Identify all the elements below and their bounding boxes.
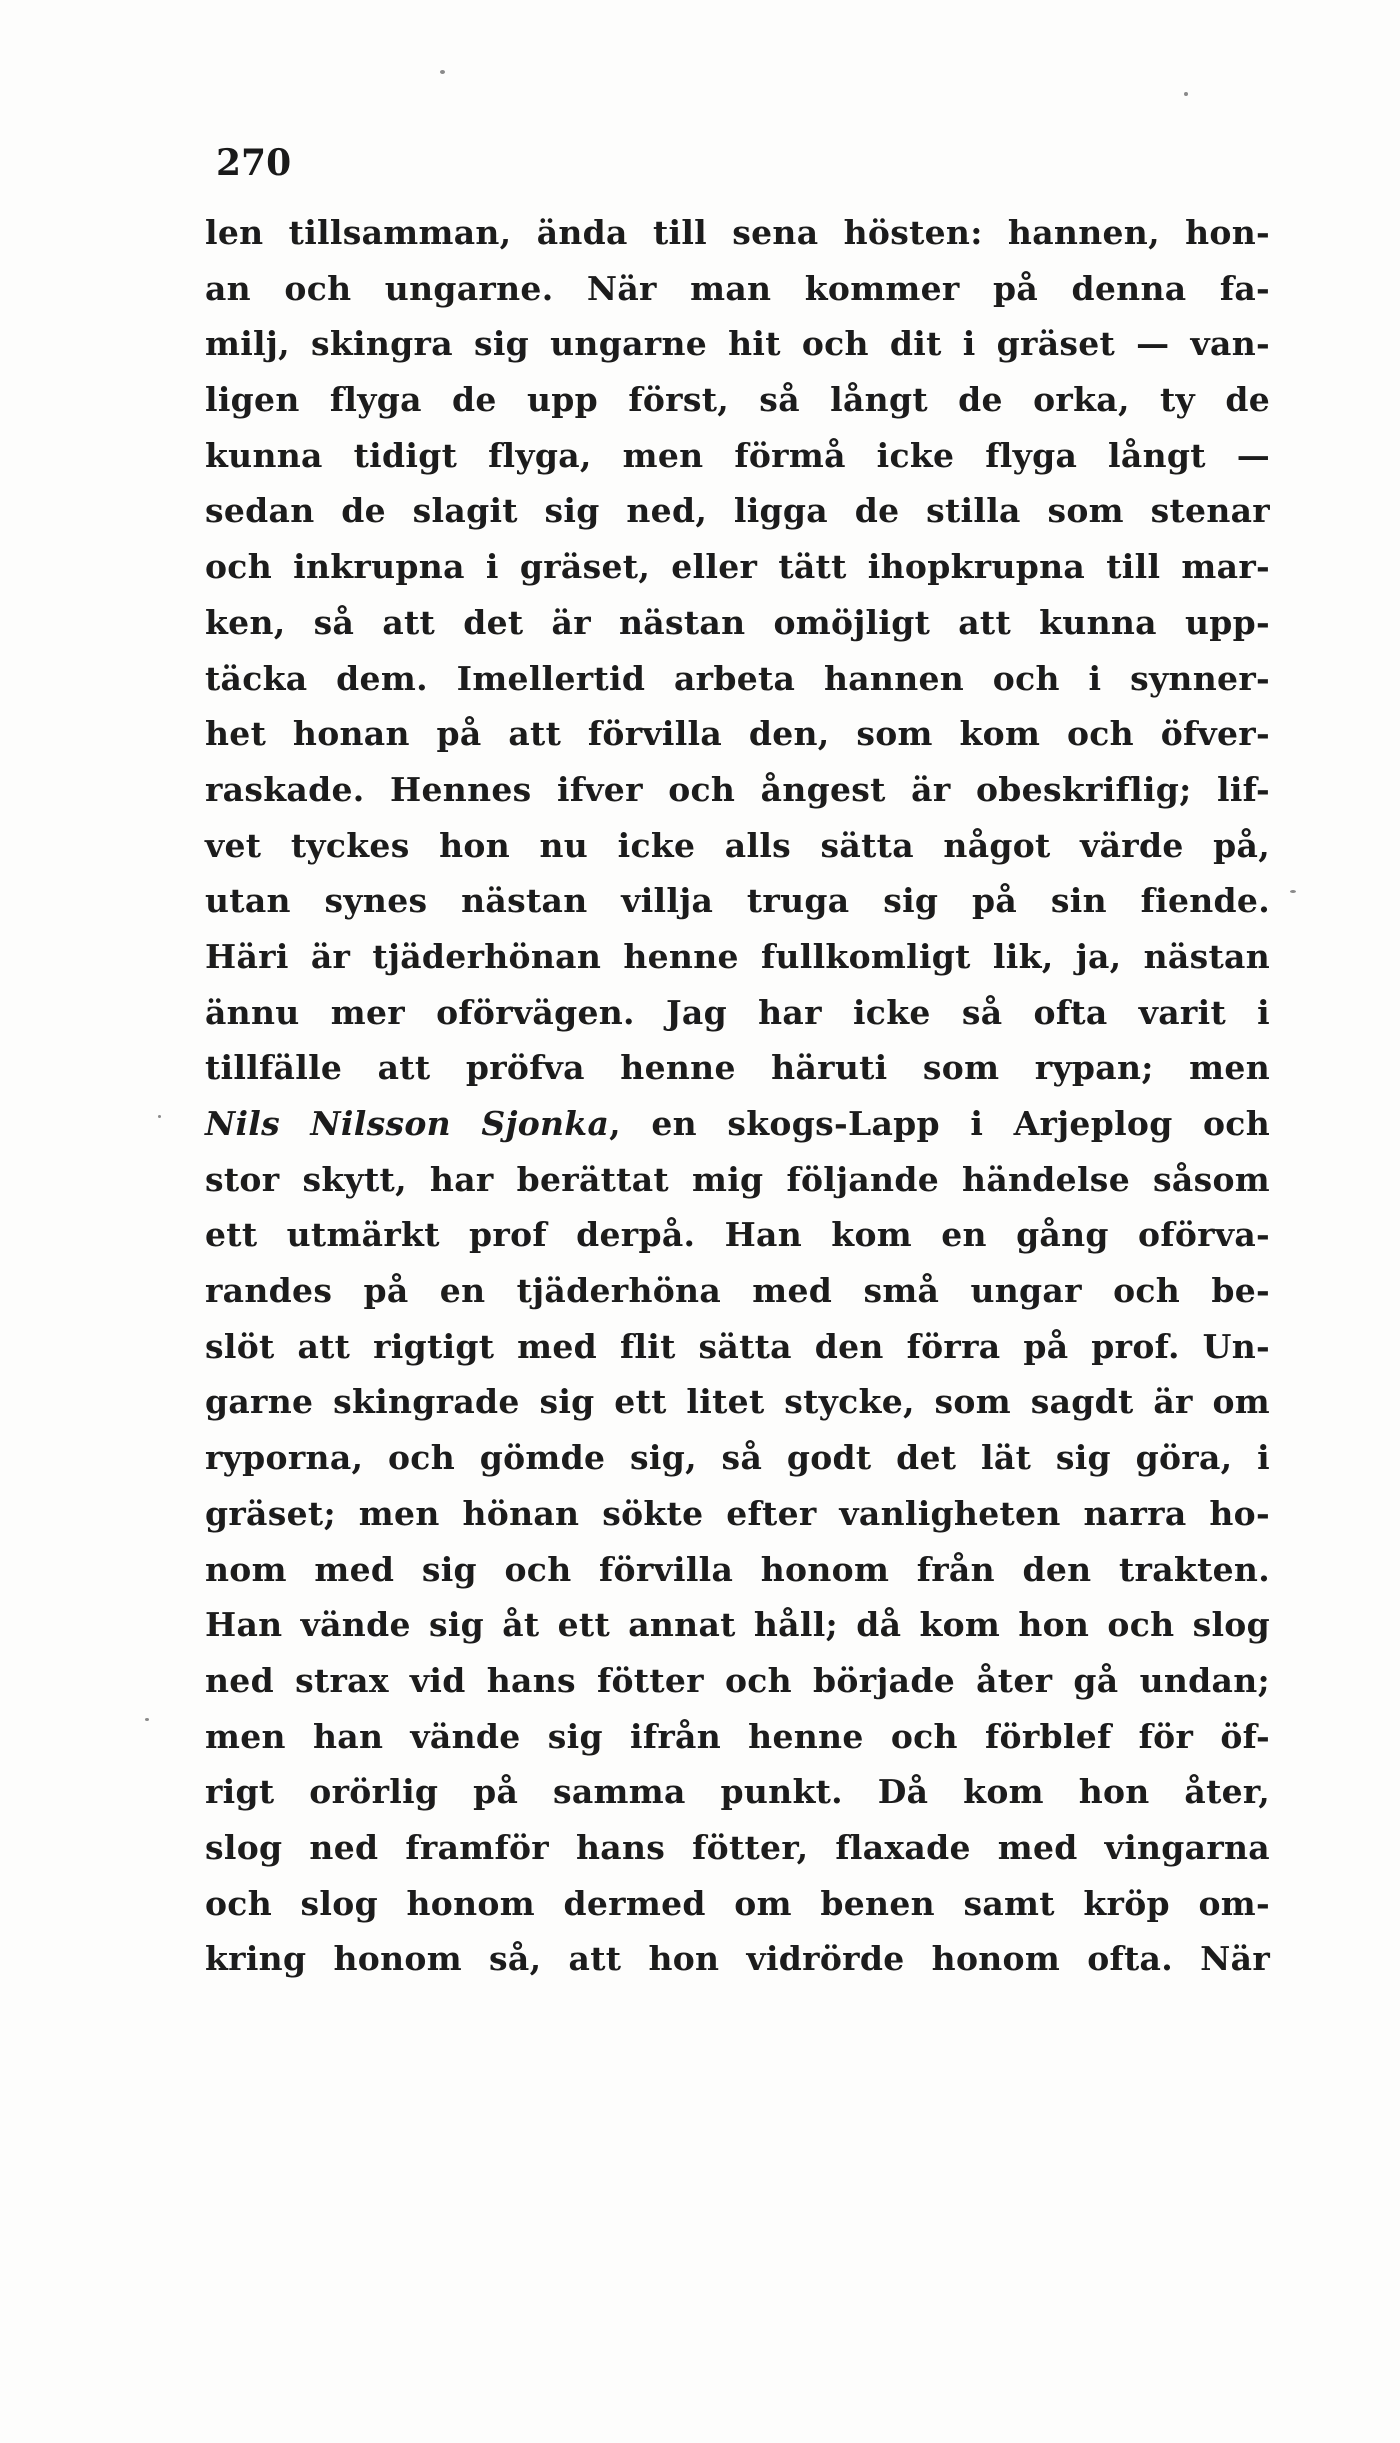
text-line (205, 1764, 1270, 1820)
text-segment: Han vände sig åt ett annat håll; då kom hon och slog (205, 1605, 1270, 1645)
text-line (205, 483, 1270, 539)
text-line (205, 1820, 1270, 1876)
body-text (205, 205, 1270, 1987)
text-segment: ken, så att det är nästan omöjligt att kunna upp- (205, 602, 1270, 642)
text-line (205, 1597, 1270, 1653)
text-segment: an och ungarne. När man kommer på denna fa- (205, 268, 1270, 308)
text-line (205, 1542, 1270, 1598)
text-segment: rigt orörlig på samma punkt. Då kom hon åter, (205, 1772, 1270, 1812)
print-speck (145, 1718, 149, 1721)
text-line (205, 1040, 1270, 1096)
print-speck (1290, 890, 1296, 893)
text-line (205, 1931, 1270, 1987)
text-segment: raskade. Hennes ifver och ångest är obeskriflig; lif- (205, 769, 1270, 809)
print-speck (440, 70, 445, 74)
text-segment: , en skogs-Lapp i Arjeplog och (609, 1104, 1270, 1143)
text-segment: utan synes nästan villja truga sig på sin fiende. (205, 881, 1270, 921)
text-segment: Häri är tjäderhönan henne fullkomligt lik, ja, nästan (205, 936, 1270, 976)
text-segment: slöt att rigtigt med flit sätta den förra på prof. Un- (205, 1326, 1270, 1366)
text-line (205, 1709, 1270, 1765)
text-line (205, 1486, 1270, 1542)
text-line (205, 1207, 1270, 1263)
text-segment: tillfälle att pröfva henne häruti som rypan; men (205, 1048, 1270, 1088)
print-speck (1184, 92, 1188, 96)
text-line (205, 372, 1270, 428)
text-segment: ned strax vid hans fötter och började åter gå undan; (205, 1660, 1270, 1700)
text-line (205, 1430, 1270, 1486)
text-segment: gräset; men hönan sökte efter vanligheten narra ho- (205, 1493, 1270, 1533)
text-line (205, 261, 1270, 317)
text-segment: nom med sig och förvilla honom från den trakten. (205, 1549, 1270, 1589)
text-line (205, 873, 1270, 929)
text-segment: ett utmärkt prof derpå. Han kom en gång oförva- (205, 1215, 1270, 1255)
text-line (205, 595, 1270, 651)
text-line (205, 1152, 1270, 1208)
text-line (205, 1374, 1270, 1430)
text-segment: kunna tidigt flyga, men förmå icke flyga långt — (205, 435, 1270, 475)
text-line (205, 1263, 1270, 1319)
text-segment: men han vände sig ifrån henne och förblef för öf- (205, 1716, 1270, 1756)
text-segment: och inkrupna i gräset, eller tätt ihopkrupna till mar- (205, 547, 1270, 587)
text-line (205, 1653, 1270, 1709)
text-segment: vet tyckes hon nu icke alls sätta något värde på, (205, 825, 1270, 865)
print-speck (158, 1115, 161, 1118)
text-line (205, 651, 1270, 707)
text-segment: len tillsamman, ända till sena hösten: hannen, hon- (205, 213, 1270, 252)
text-line (205, 316, 1270, 372)
text-segment: och slog honom dermed om benen samt kröp om- (205, 1883, 1270, 1923)
page-number: 270 (216, 142, 292, 184)
text-line (205, 205, 1270, 261)
text-segment: täcka dem. Imellertid arbeta hannen och i synner- (205, 658, 1270, 698)
text-line (205, 929, 1270, 985)
text-segment: ännu mer oförvägen. Jag har icke så ofta varit i (205, 992, 1270, 1032)
text-segment: randes på en tjäderhöna med små ungar och be- (205, 1271, 1270, 1311)
text-segment: ligen flyga de upp först, så långt de orka, ty de (205, 380, 1270, 420)
text-segment: het honan på att förvilla den, som kom och öfver- (205, 714, 1270, 754)
text-line (205, 1319, 1270, 1375)
text-segment: kring honom så, att hon vidrörde honom ofta. När (205, 1939, 1270, 1979)
text-line (205, 1096, 1270, 1152)
text-segment: sedan de slagit sig ned, ligga de stilla som stenar (205, 491, 1270, 531)
text-line (205, 1876, 1270, 1932)
text-segment: stor skytt, har berättat mig följande händelse såsom (205, 1159, 1270, 1199)
text-segment: ryporna, och gömde sig, så godt det lät sig göra, i (205, 1438, 1270, 1478)
text-line (205, 706, 1270, 762)
text-line (205, 762, 1270, 818)
text-line (205, 818, 1270, 874)
text-line (205, 428, 1270, 484)
text-segment: slog ned framför hans fötter, flaxade med vingarna (205, 1827, 1270, 1867)
text-segment: milj, skingra sig ungarne hit och dit i gräset — van- (205, 324, 1270, 364)
text-line (205, 985, 1270, 1041)
italic-name: Nils Nilsson Sjonka (205, 1104, 610, 1143)
text-segment: garne skingrade sig ett litet stycke, som sagdt är om (205, 1382, 1270, 1422)
text-line (205, 539, 1270, 595)
